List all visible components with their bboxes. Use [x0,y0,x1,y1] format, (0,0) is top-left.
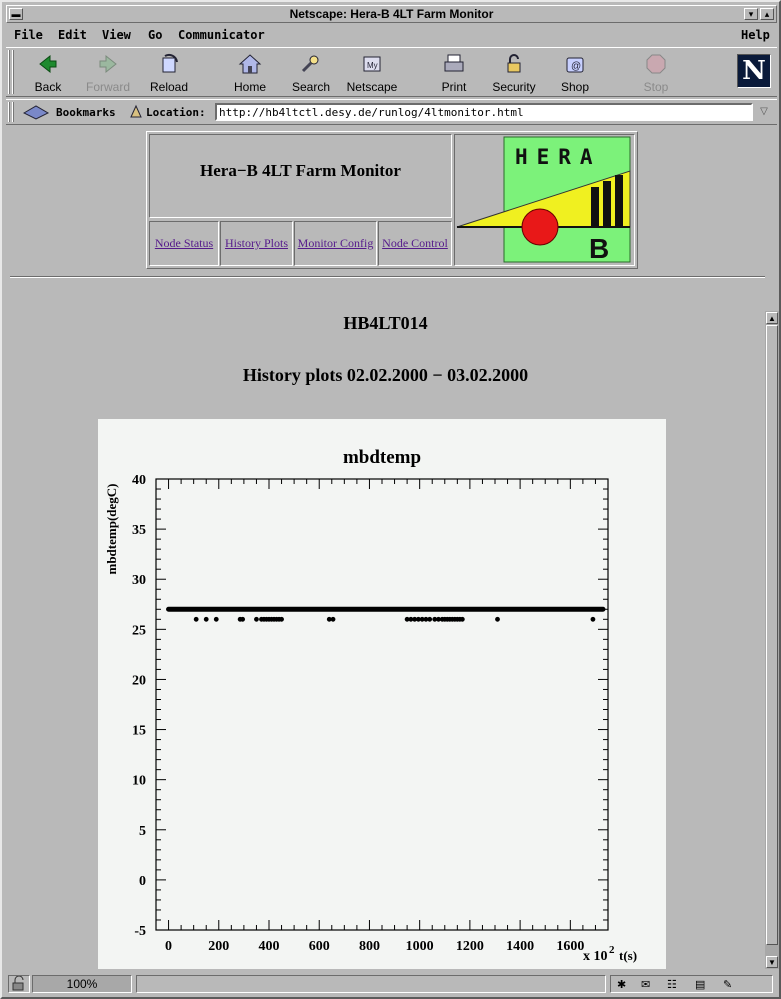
page-content [6,127,765,969]
logo-cell [454,134,635,266]
maximize-icon[interactable]: ▴ [760,8,774,20]
outlier-point [460,617,465,622]
menu-file[interactable]: File [14,28,43,42]
reload-icon [157,52,181,76]
printer-icon [442,52,466,76]
stop-label: Stop [643,80,669,94]
minimize-icon[interactable]: ▾ [744,8,758,20]
x-tick-label: 1000 [405,939,434,954]
outlier-point [214,617,219,622]
y-tick-label: 25 [132,623,146,639]
security-status-icon[interactable] [8,975,30,993]
shop-button[interactable] [545,50,605,94]
bookmarks-icon[interactable] [22,103,50,121]
address-book-icon[interactable]: ▤ [695,979,706,991]
url-dropdown-icon[interactable]: ▽ [760,106,768,117]
node-heading: HB4LT014 [343,313,428,333]
y-tick-label: 30 [132,573,146,589]
security-button[interactable] [484,50,544,94]
y-tick-label: 40 [132,473,146,488]
svg-text:My: My [367,61,378,70]
x-tick-label: 1200 [455,939,484,954]
nav-cell-monitor-config [294,221,377,266]
outlier-point [591,617,596,622]
search-icon [299,52,323,76]
netscape-logo[interactable]: N [737,54,771,88]
history-subtitle: History plots 02.02.2000 − 03.02.2000 [242,365,529,385]
outlier-point [254,617,259,622]
home-icon [238,52,262,76]
header-table [146,131,638,269]
y-tick-label: 10 [132,773,146,789]
plot-frame [156,479,608,930]
nav-cell-history-plots [220,221,293,266]
netscape-button[interactable] [342,50,402,94]
back-arrow-icon [36,52,60,76]
y-tick-label: 5 [139,823,146,839]
bookmarks-label[interactable]: Bookmarks [56,106,116,119]
newsgroups-icon[interactable]: ☷ [667,979,677,991]
search-label: Search [291,80,331,94]
outlier-point [427,617,432,622]
forward-arrow-icon [96,52,120,76]
page-proxy-icon[interactable] [128,104,144,120]
url-input[interactable] [215,103,753,121]
horizontal-rule [10,276,765,278]
window-menu-icon[interactable]: ▬ [9,8,23,20]
banner-title-cell [149,134,452,218]
component-bar [610,975,773,993]
x-scale-note: x 10 [583,949,608,964]
scroll-down-icon[interactable]: ▼ [766,956,778,968]
netscape-icon [360,52,384,76]
menu-help[interactable]: Help [741,28,770,42]
lock-icon [502,52,526,76]
reload-button[interactable] [139,50,199,94]
back-label: Back [34,80,62,94]
x-tick-label: 800 [358,939,380,954]
nav-cell-node-control [378,221,452,266]
forward-label: Forward [85,80,130,94]
search-button[interactable] [281,50,341,94]
x-tick-label: 0 [165,939,173,954]
home-button[interactable] [220,50,280,94]
x-axis-label: t(s) [619,948,638,963]
nav-cell-node-status [149,221,219,266]
scroll-up-icon[interactable]: ▲ [766,312,778,324]
print-label: Print [441,80,467,94]
y-tick-label: 35 [132,523,146,539]
nav-link-monitor-config[interactable]: Monitor Config [297,236,374,250]
svg-text:@: @ [571,61,582,72]
location-grip[interactable] [8,102,16,122]
x-tick-label: 1600 [556,939,585,954]
y-tick-label: 15 [132,723,146,739]
mbdtemp-plot[interactable] [98,419,666,969]
chart-title: mbdtemp [342,447,422,468]
y-tick-label: -5 [134,924,146,939]
location-toolbar [6,99,777,125]
outlier-point [331,617,336,622]
title-bar[interactable] [6,5,777,23]
vertical-scrollbar[interactable] [765,311,779,969]
menu-communicator[interactable]: Communicator [178,28,265,42]
outlier-point [240,617,245,622]
x-tick-label: 200 [208,939,230,954]
menu-go[interactable]: Go [148,28,163,42]
y-tick-label: 20 [132,673,146,689]
navigation-toolbar [6,47,777,97]
banner-title: Hera−B 4LT Farm Monitor [200,161,401,180]
y-tick-label: 0 [139,873,146,889]
stop-icon [644,52,668,76]
security-label: Security [492,80,536,94]
netscape-label: Netscape [346,80,398,94]
x-scale-exponent: 2 [609,944,615,956]
back-button[interactable] [18,50,78,94]
reload-label: Reload [149,80,189,94]
toolbar-grip[interactable] [8,50,16,94]
outlier-point [194,617,199,622]
status-bar [6,973,777,997]
x-tick-label: 400 [258,939,280,954]
x-tick-label: 1400 [506,939,535,954]
x-tick-label: 600 [308,939,330,954]
status-message [136,975,606,993]
nav-link-node-status[interactable]: Node Status [154,236,214,250]
home-label: Home [233,80,266,94]
logo-top-text: HERA [515,145,602,169]
forward-button[interactable] [78,50,138,94]
menu-edit[interactable]: Edit [58,28,87,42]
mail-icon[interactable]: ✉ [641,979,651,991]
chart-svg [98,419,666,969]
nav-link-history-plots[interactable]: History Plots [224,236,288,250]
print-button[interactable] [424,50,484,94]
menu-bar [6,25,777,45]
nav-link-node-control[interactable]: Node Control [382,236,448,250]
composer-icon[interactable]: ✎ [723,979,733,991]
window-title: Netscape: Hera-B 4LT Farm Monitor [289,7,494,21]
outlier-point [279,617,284,622]
hera-b-logo [455,135,634,265]
location-label: Location: [146,106,206,119]
shop-icon [563,52,587,76]
menu-view[interactable]: View [102,28,131,42]
stop-button[interactable] [626,50,686,94]
scroll-thumb[interactable] [766,325,778,945]
navigator-icon[interactable]: ✱ [617,979,627,991]
outlier-point [495,617,500,622]
shop-label: Shop [560,80,590,94]
zoom-indicator: 100% [32,975,132,993]
outlier-point [204,617,209,622]
logo-bottom-text: B [589,233,610,264]
y-axis-label: mbdtemp(degC) [104,483,119,575]
